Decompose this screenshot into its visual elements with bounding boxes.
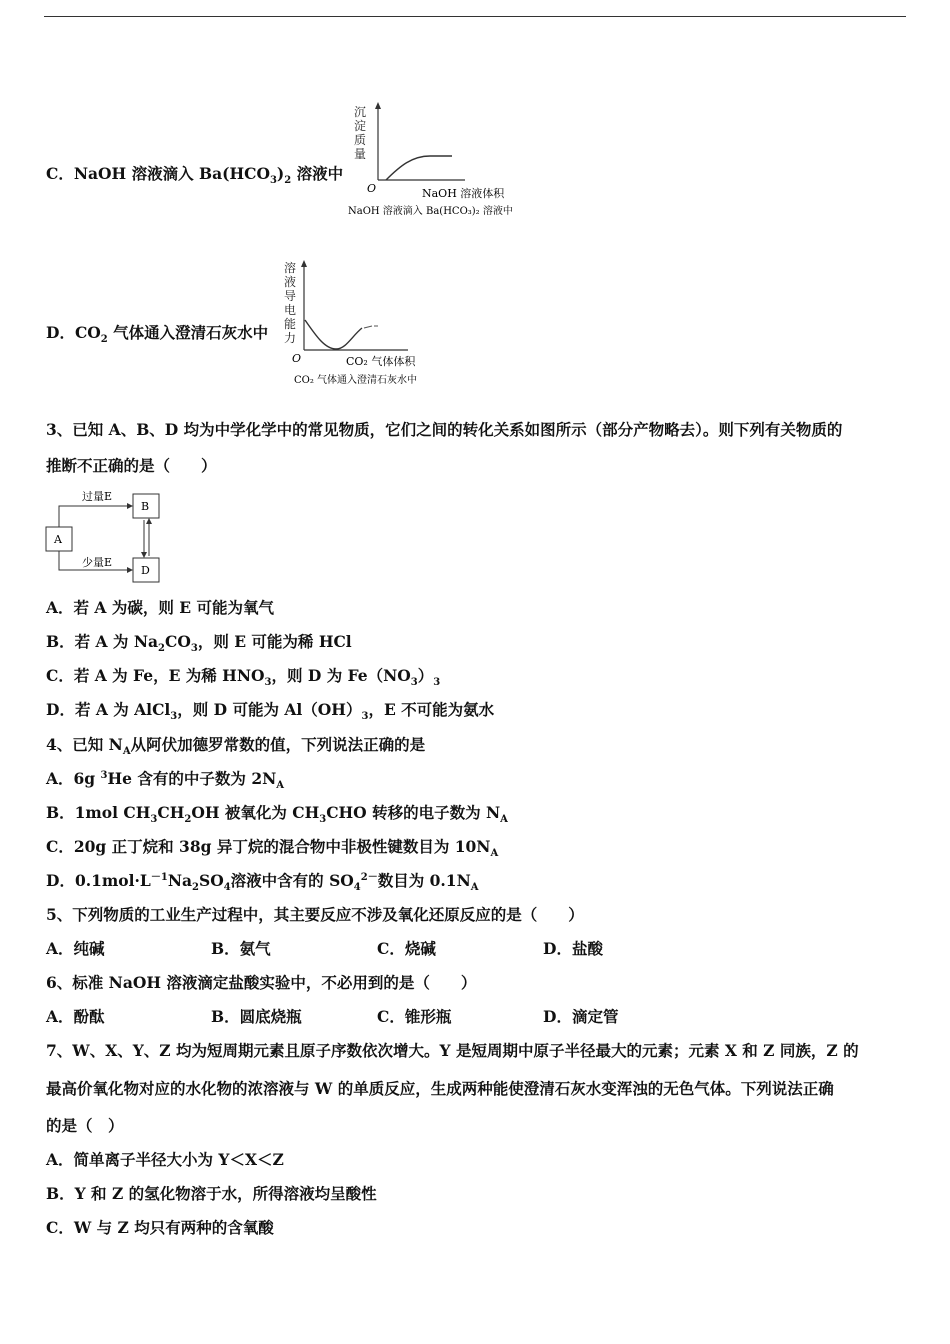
svg-text:液: 液 [284,275,297,289]
svg-text:电: 电 [284,303,297,317]
node-d-label: D [141,564,150,577]
chartD-curve [305,320,362,349]
chartC-y-arrow [375,102,381,109]
svg-text:沉: 沉 [354,105,367,119]
q4-stem: 4、已知 $N_A$从阿伏加德罗常数的值，下列说法正确的是 [46,735,426,758]
chartD-dash [364,326,378,328]
q5-stem: 5、下列物质的工业生产过程中，其主要反应不涉及氧化还原反应的是（ ） [46,905,584,924]
q5-option-c: C．烧碱 [377,939,436,958]
svg-text:溶: 溶 [284,261,297,275]
q7-option-b: B．Y 和 Z 的氢化物溶于水，所得溶液均呈酸性 [46,1184,377,1203]
chartD-ylabel [284,260,296,345]
svg-text:质: 质 [354,133,367,147]
q7-line3: 的是（ ） [46,1116,124,1135]
q3-option-d: D．若 A 为 AlCl$_3$，则 D 可能为 $Al(OH)_3$，E 不可能为氨水 [46,700,495,723]
conversion-diagram [44,486,174,586]
node-a-label: A [54,533,62,546]
option-c-line: C．NaOH 溶液滴入 $Ba(HCO_3)_2$ 溶液中 [46,164,344,187]
q3-option-a: A．若 A 为碳，则 E 可能为氧气 [46,598,274,617]
q5-option-d: D．盐酸 [543,939,603,958]
option-d-line: D．$CO_2$ 气体通入澄清石灰水中 [46,323,269,346]
q5-option-a: A．纯碱 [46,939,105,958]
q6-stem: 6、标准 NaOH 溶液滴定盐酸实验中，不必用到的是（ ） [46,973,477,992]
q3-line1: 3、已知 A、B、D 均为中学化学中的常见物质，它们之间的转化关系如图所示（部分产物略去）。则下列有关物质的 [46,420,843,439]
q6-option-b: B．圆底烧瓶 [211,1007,302,1026]
chartD-caption: CO₂ 气体通入澄清石灰水中 [294,375,418,386]
q3-option-b: B．若 A 为 $Na_2CO_3$，则 E 可能为稀 HCl [46,632,352,655]
q3-line2: 推断不正确的是（ ） [46,456,217,475]
q4-option-c: C．20g 正丁烷和 38g 异丁烷的混合物中非极性键数目为 $10N_A$ [46,837,499,860]
arrow-top [59,506,131,527]
svg-text:导: 导 [284,289,297,303]
q4-option-b: B．1mol $CH_3CH_2OH$ 被氧化为 $CH_3CHO$ 转移的电子数为 $N_A$ [46,803,508,826]
chartD-xlabel: CO₂ 气体体积 [346,355,416,368]
chartC-ylabel [354,105,366,161]
chartC-origin: O [367,182,377,195]
svg-text:力: 力 [284,331,297,345]
q6-option-a: A．酚酞 [46,1007,105,1026]
q4-option-d: D．$0.1mol\cdot L^{-1}Na_2SO_4$溶液中含有的 $SO_4^{2-}$数目为 $0.1N_A$ [46,871,479,894]
top-label: 过量E [82,490,113,503]
chartC-caption: NaOH 溶液滴入 Ba(HCO₃)₂ 溶液中 [348,206,513,217]
node-b-label: B [141,500,150,513]
conductivity-chart [280,256,450,391]
q3-option-c: C．若 A 为 Fe，E 为稀 $HNO_3$，则 D 为 $Fe(NO_3)_3$ [46,666,441,689]
bottom-label: 少量E [82,556,113,569]
q6-option-c: C．锥形瓶 [377,1007,452,1026]
svg-text:能: 能 [284,317,297,331]
q5-option-b: B．氨气 [211,939,271,958]
chartD-y-arrow [301,260,307,267]
q4-option-a: A．6g $^3$He 含有的中子数为 $2N_A$ [46,769,285,792]
q7-line2: 最高价氧化物对应的水化物的浓溶液与 W 的单质反应，生成两种能使澄清石灰水变浑浊的无色气体。下列说法正确 [46,1079,834,1098]
q6-option-d: D．滴定管 [543,1007,619,1026]
chartC-curve [386,156,452,180]
q7-option-c: C．W 与 Z 均只有两种的含氧酸 [46,1218,274,1237]
q7-option-a: A．简单离子半径大小为 Y＜X＜Z [46,1150,284,1169]
chartD-origin: O [292,352,302,365]
chartC-xlabel: NaOH 溶液体积 [422,187,505,200]
svg-text:淀: 淀 [354,119,367,133]
precipitate-chart [340,100,540,225]
header-rule [44,16,906,17]
q7-line1: 7、W、X、Y、Z 均为短周期元素且原子序数依次增大。Y 是短周期中原子半径最大的元素；元素 X 和 Z 同族，Z 的 [46,1041,859,1060]
svg-text:量: 量 [354,147,367,161]
